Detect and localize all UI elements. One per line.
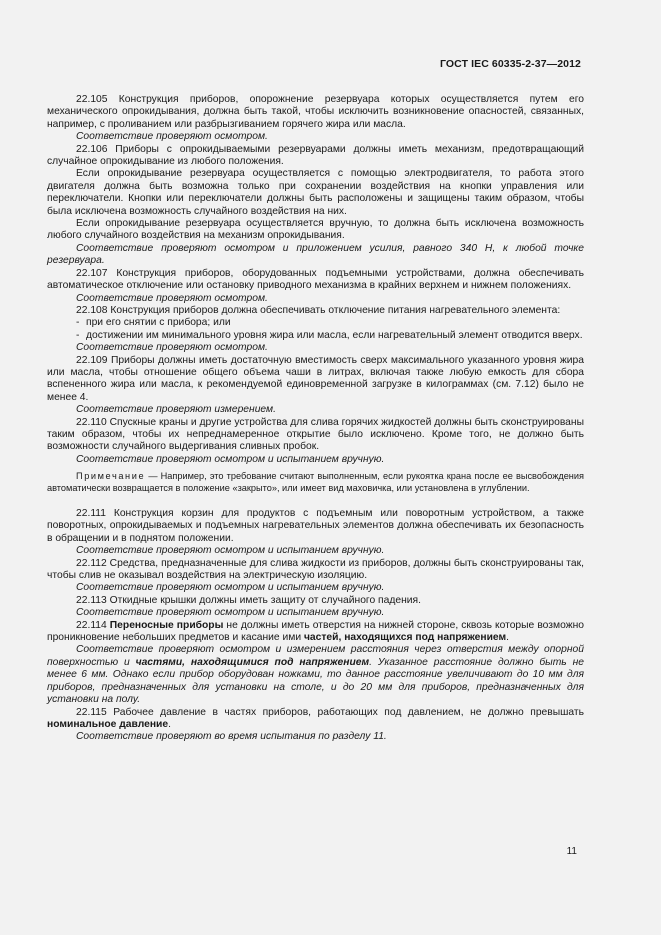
paragraph-22-114: 22.114 Переносные приборы не должны иметь отверстия на нижней стороне, сквозь которые возможно проникновение небольших предметов и касание ими частей, находящихся под напряжением. [47,619,585,644]
paragraph-22-105: 22.105 Конструкция приборов, опорожнение резервуара которых осуществляется путем его механического опрокидывания, должна быть такой, чтобы исключить возникновение опасностей, связанных, например, с проливанием или разбрызгиванием горячего жира или масла. [47,94,584,130]
paragraph-22-106-motor: Если опрокидывание резервуара осуществляется с помощью электродвигателя, то работа этого двигателя должна быть возможна только при сохранении воздействия на кнопки управления или переключатели. Кнопки или переключатели должны быть расположены и защищены таким образом, чтобы была исключена возможность случайного воздействия на них. [47,168,584,217]
paragraph-22-110: 22.110 Спускные краны и другие устройства для слива горячих жидкостей должны быть сконструированы таким образом, чтобы их непреднамеренное открытие было исключено. Кроме того, не должно быть возможности случайного выдергивания сливных пробок. [47,416,584,453]
paragraph-22-109: 22.109 Приборы должны иметь достаточную вместимость сверх максимального указанного уровня жира или масла, чтобы отношение общего объема чаши в литрах, включая также любую емкость для сбора вспененного жира или масла, к рекомендуемой единовременной загрузке в килограммах (см. 7.12) было не менее 4. [47,354,584,403]
paragraph-22-106-manual: Если опрокидывание резервуара осуществляется вручную, то должна быть исключена возможность любого случайного воздействия на механизм опрокидывания. [47,218,584,242]
term-live-parts: частей, находящихся под напряжением [303,632,507,644]
note-text: — Например, это требование считают выполненным, если рукоятка крана после ее высвобождения автоматически возвращается в положение «закрыто», или имеет вид маховичка, или установлена в углублении. [47,471,584,493]
list-dash: - [76,329,80,341]
paragraph-22-111: 22.111 Конструкция корзин для продуктов с подъемным или поворотным устройством, а также поворотных, опрокидываемых и подъемных нагревательных элементов должна обеспечивать их безопасность в обращении и в поднятом положении. [47,508,584,544]
compliance-22-111: Соответствие проверяют осмотром и испытанием вручную. [76,545,385,557]
term-live-parts-italic: частями, находящимися под напряжением [135,656,370,668]
compliance-22-114: Соответствие проверяют осмотром и измерением расстояния через отверстия между опорной поверхностью и частями, находящимися под напряжением. Указанное расстояние должно быть не менее 6 мм. Однако если прибор оборудован ножками, то данное расстояние увеличивают до 10 мм для приборов, предназначенных для установки на столе, и до 20 мм для приборов, предназначенных для установки на полу. [47,644,584,706]
term-portable-appliances: Переносные приборы [109,619,224,631]
compliance-22-105: Соответствие проверяют осмотром. [76,131,268,143]
paragraph-22-113: 22.113 Откидные крышки должны иметь защиту от случайного падения. [76,594,421,606]
page-number: 11 [566,846,577,857]
standard-header: ГОСТ IEC 60335-2-37—2012 [439,58,581,70]
compliance-22-113: Соответствие проверяют осмотром и испытанием вручную. [76,607,385,619]
term-rated-pressure: номинальное давление [47,718,169,730]
paragraph-22-106: 22.106 Приборы с опрокидываемыми резервуарами должны иметь механизм, предотвращающий случайное опрокидывание из любого положения. [47,143,584,168]
paragraph-22-108: 22.108 Конструкция приборов должна обеспечивать отключение питания нагревательного элемента: [76,304,561,316]
list-dash: - [76,317,80,329]
list-item-min-level: - достижении им минимального уровня жира или масла, если нагревательный элемент отводится вверх. [76,329,583,341]
compliance-22-106: Соответствие проверяют осмотром и приложением усилия, равного 340 Н, к любой точке резервуара. [47,242,584,267]
compliance-22-109: Соответствие проверяют измерением. [76,404,276,416]
paragraph-22-112: 22.112 Средства, предназначенные для слива жидкости из приборов, должны быть сконструированы так, чтобы слив не оказывал воздействия на электрическую изоляцию. [47,557,584,582]
paragraph-22-107: 22.107 Конструкция приборов, оборудованных подъемными устройствами, должна обеспечивать автоматическое отключение или остановку приводного механизма в крайних верхнем и нижнем положениях. [47,267,584,292]
list-item-removal: - при его снятии с прибора; или [76,317,231,329]
note-22-110 [47,471,584,494]
note-label: Примечание [76,471,146,482]
compliance-22-107: Соответствие проверяют осмотром. [76,292,268,304]
compliance-22-115: Соответствие проверяют во время испытания по разделу 11. [76,731,387,743]
compliance-22-110: Соответствие проверяют осмотром и испытанием вручную. [76,453,385,465]
document-body [47,94,584,744]
compliance-22-112: Соответствие проверяют осмотром и испытанием вручную. [76,582,385,594]
compliance-22-108: Соответствие проверяют осмотром. [76,342,268,354]
paragraph-22-115: 22.115 Рабочее давление в частях приборов, работающих под давлением, не должно превышать номинальное давление. [47,706,584,730]
